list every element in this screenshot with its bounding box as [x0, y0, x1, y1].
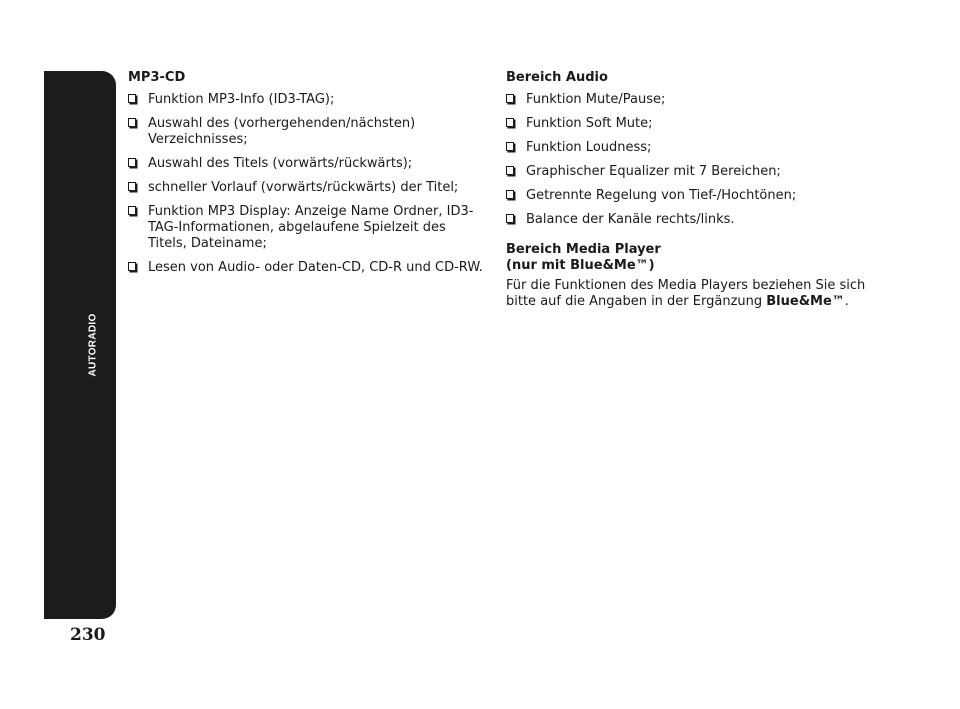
- checkbox-bullet-icon: [506, 142, 514, 151]
- list-item-text: Funktion MP3-Info (ID3-TAG);: [148, 92, 335, 107]
- audio-list: [506, 92, 876, 228]
- list-item: [506, 164, 876, 180]
- checkbox-bullet-icon: [506, 166, 514, 175]
- list-item: [506, 92, 876, 108]
- checkbox-bullet-icon: [506, 190, 514, 199]
- mp3-cd-heading: MP3-CD: [128, 70, 186, 85]
- list-item: [128, 116, 484, 148]
- checkbox-bullet-icon: [128, 118, 136, 127]
- list-item: [128, 260, 484, 276]
- right-column: [506, 70, 876, 310]
- list-item: [506, 212, 876, 228]
- list-item-text: schneller Vorlauf (vorwärts/rückwärts) der Titel;: [148, 180, 459, 195]
- media-player-paragraph: [506, 278, 876, 310]
- list-item-text: Graphischer Equalizer mit 7 Bereichen;: [526, 164, 781, 179]
- checkbox-bullet-icon: [128, 94, 136, 103]
- media-player-heading: Bereich Media Player: [506, 242, 661, 257]
- list-item-text: Funktion Soft Mute;: [526, 116, 653, 131]
- checkbox-bullet-icon: [128, 262, 136, 271]
- checkbox-bullet-icon: [128, 158, 136, 167]
- list-item-text: Auswahl des Titels (vorwärts/rückwärts);: [148, 156, 413, 171]
- list-item: [128, 92, 484, 108]
- checkbox-bullet-icon: [506, 118, 514, 127]
- media-player-text-end: .: [844, 294, 849, 309]
- list-item: [506, 140, 876, 156]
- list-item-text: Balance der Kanäle rechts/links.: [526, 212, 735, 227]
- section-sidebar: [44, 71, 116, 619]
- list-item-text: Lesen von Audio- oder Daten-CD, CD-R und CD-RW.: [148, 260, 483, 275]
- checkbox-bullet-icon: [128, 206, 136, 215]
- section-label: AUTORADIO: [87, 313, 99, 377]
- blue-me-reference: Blue&Me™: [766, 294, 845, 309]
- list-item-text: Getrennte Regelung von Tief-/Hochtönen;: [526, 188, 797, 203]
- checkbox-bullet-icon: [506, 94, 514, 103]
- list-item: [128, 204, 484, 252]
- list-item-text: Funktion Loudness;: [526, 140, 652, 155]
- list-item: [506, 116, 876, 132]
- list-item: [128, 180, 484, 196]
- checkbox-bullet-icon: [506, 214, 514, 223]
- left-column: [128, 70, 484, 284]
- audio-heading: Bereich Audio: [506, 70, 608, 85]
- page-number: 230: [70, 625, 106, 645]
- list-item: [506, 188, 876, 204]
- list-item-text: Auswahl des (vorhergehenden/nächsten) Verzeichnisses;: [148, 116, 416, 147]
- list-item-text: Funktion Mute/Pause;: [526, 92, 666, 107]
- list-item: [128, 156, 484, 172]
- list-item-text: Funktion MP3 Display: Anzeige Name Ordner, ID3-TAG-Informationen, abgelaufene Spielzeit des Titels, Dateiname;: [148, 204, 474, 251]
- media-player-section: [506, 242, 876, 310]
- mp3-cd-list: [128, 92, 484, 276]
- media-player-subheading: (nur mit Blue&Me™): [506, 258, 655, 273]
- checkbox-bullet-icon: [128, 182, 136, 191]
- media-player-text: Für die Funktionen des Media Players beziehen Sie sich bitte auf die Angaben in der Ergänzung: [506, 278, 866, 309]
